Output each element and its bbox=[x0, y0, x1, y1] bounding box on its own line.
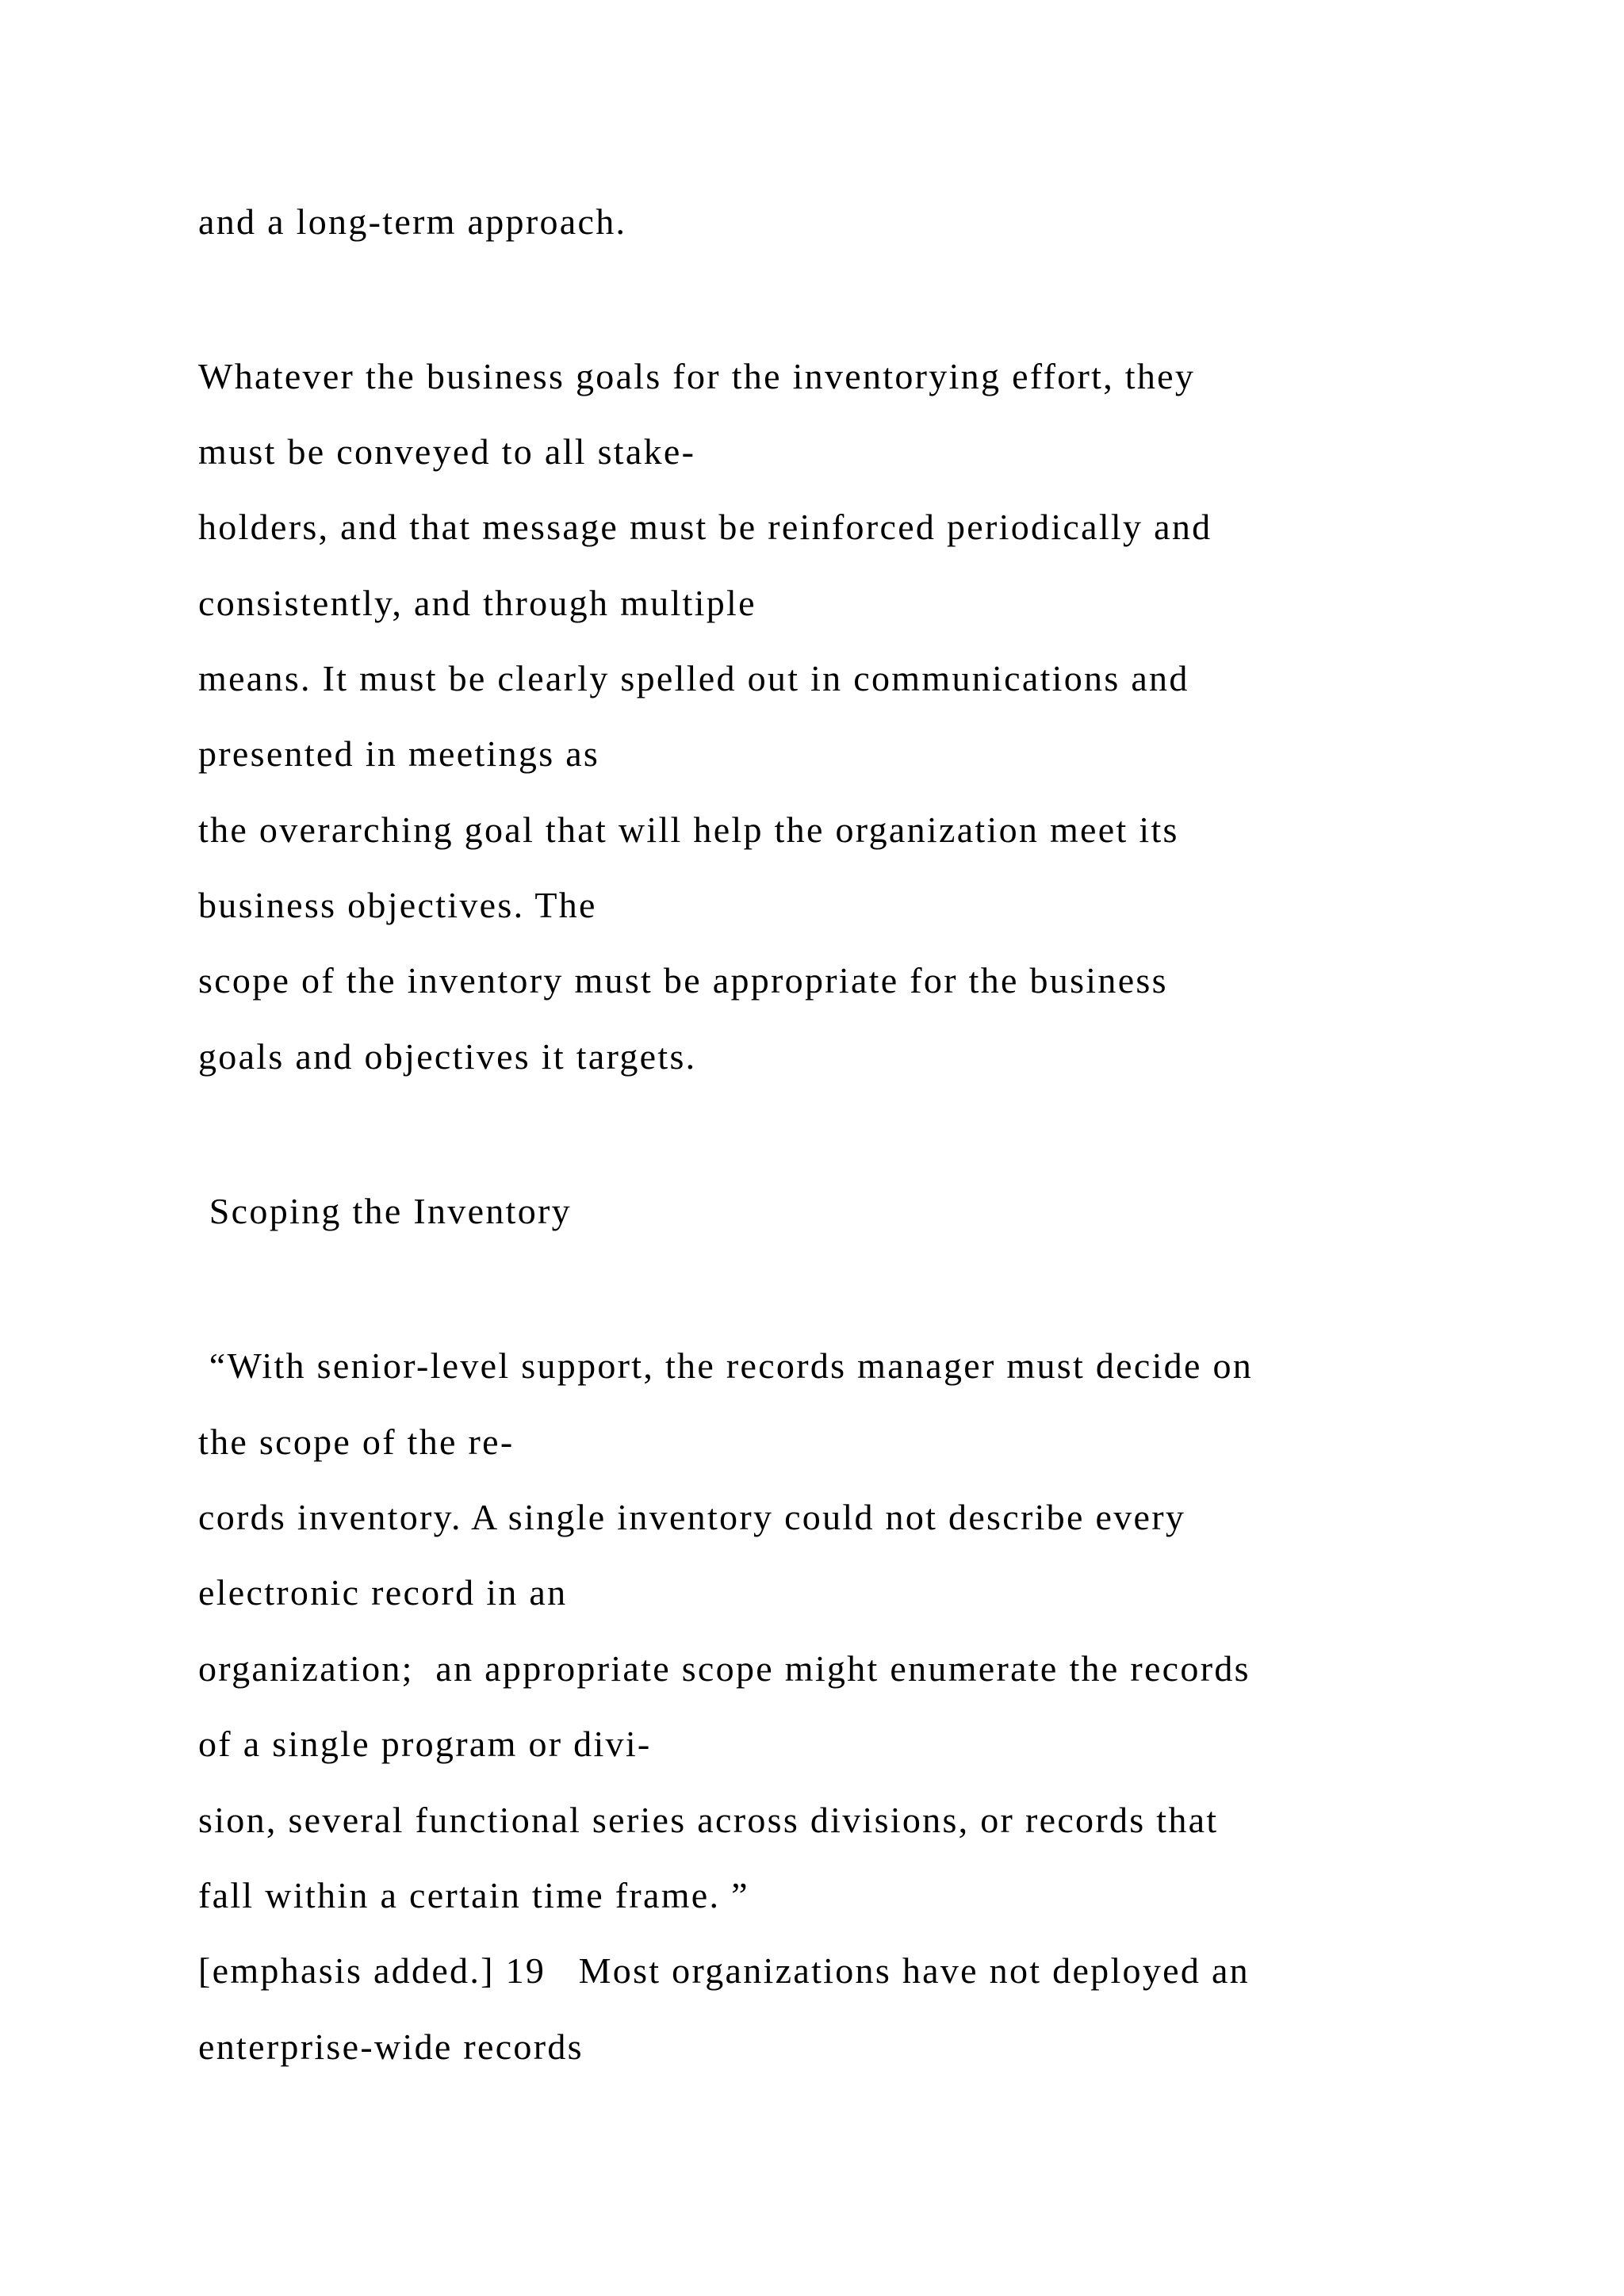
text-line: electronic record in an bbox=[198, 1572, 568, 1613]
text-line: the scope of the re- bbox=[198, 1422, 515, 1462]
text-line: of a single program or divi- bbox=[198, 1724, 652, 1764]
text-line: scope of the inventory must be appropriate for the business bbox=[198, 960, 1168, 1001]
text-line: “With senior-level support, the records manager must decide on bbox=[198, 1345, 1254, 1386]
text-line: means. It must be clearly spelled out in communications and bbox=[198, 658, 1189, 698]
text-line: enterprise-wide records bbox=[198, 2026, 584, 2067]
text-line: cords inventory. A single inventory could not describe every bbox=[198, 1497, 1186, 1537]
text-line: goals and objectives it targets. bbox=[198, 1036, 697, 1077]
text-line: fall within a certain time frame. ” bbox=[198, 1875, 749, 1915]
text-line: organization; an appropriate scope might enumerate the records bbox=[198, 1648, 1251, 1689]
text-line: presented in meetings as bbox=[198, 733, 600, 774]
text-line: holders, and that message must be reinforced periodically and bbox=[198, 507, 1212, 547]
text-line: must be conveyed to all stake- bbox=[198, 431, 696, 472]
section-heading: Scoping the Inventory bbox=[198, 1191, 572, 1231]
text-line: consistently, and through multiple bbox=[198, 583, 756, 623]
text-line: business objectives. The bbox=[198, 885, 597, 925]
text-line: [emphasis added.] 19 Most organizations have not deployed an bbox=[198, 1950, 1250, 1991]
text-line: and a long-term approach. bbox=[198, 201, 627, 242]
text-line: Whatever the business goals for the inventorying effort, they bbox=[198, 356, 1196, 396]
text-line: the overarching goal that will help the organization meet its bbox=[198, 809, 1179, 850]
text-line: sion, several functional series across divisions, or records that bbox=[198, 1800, 1219, 1840]
